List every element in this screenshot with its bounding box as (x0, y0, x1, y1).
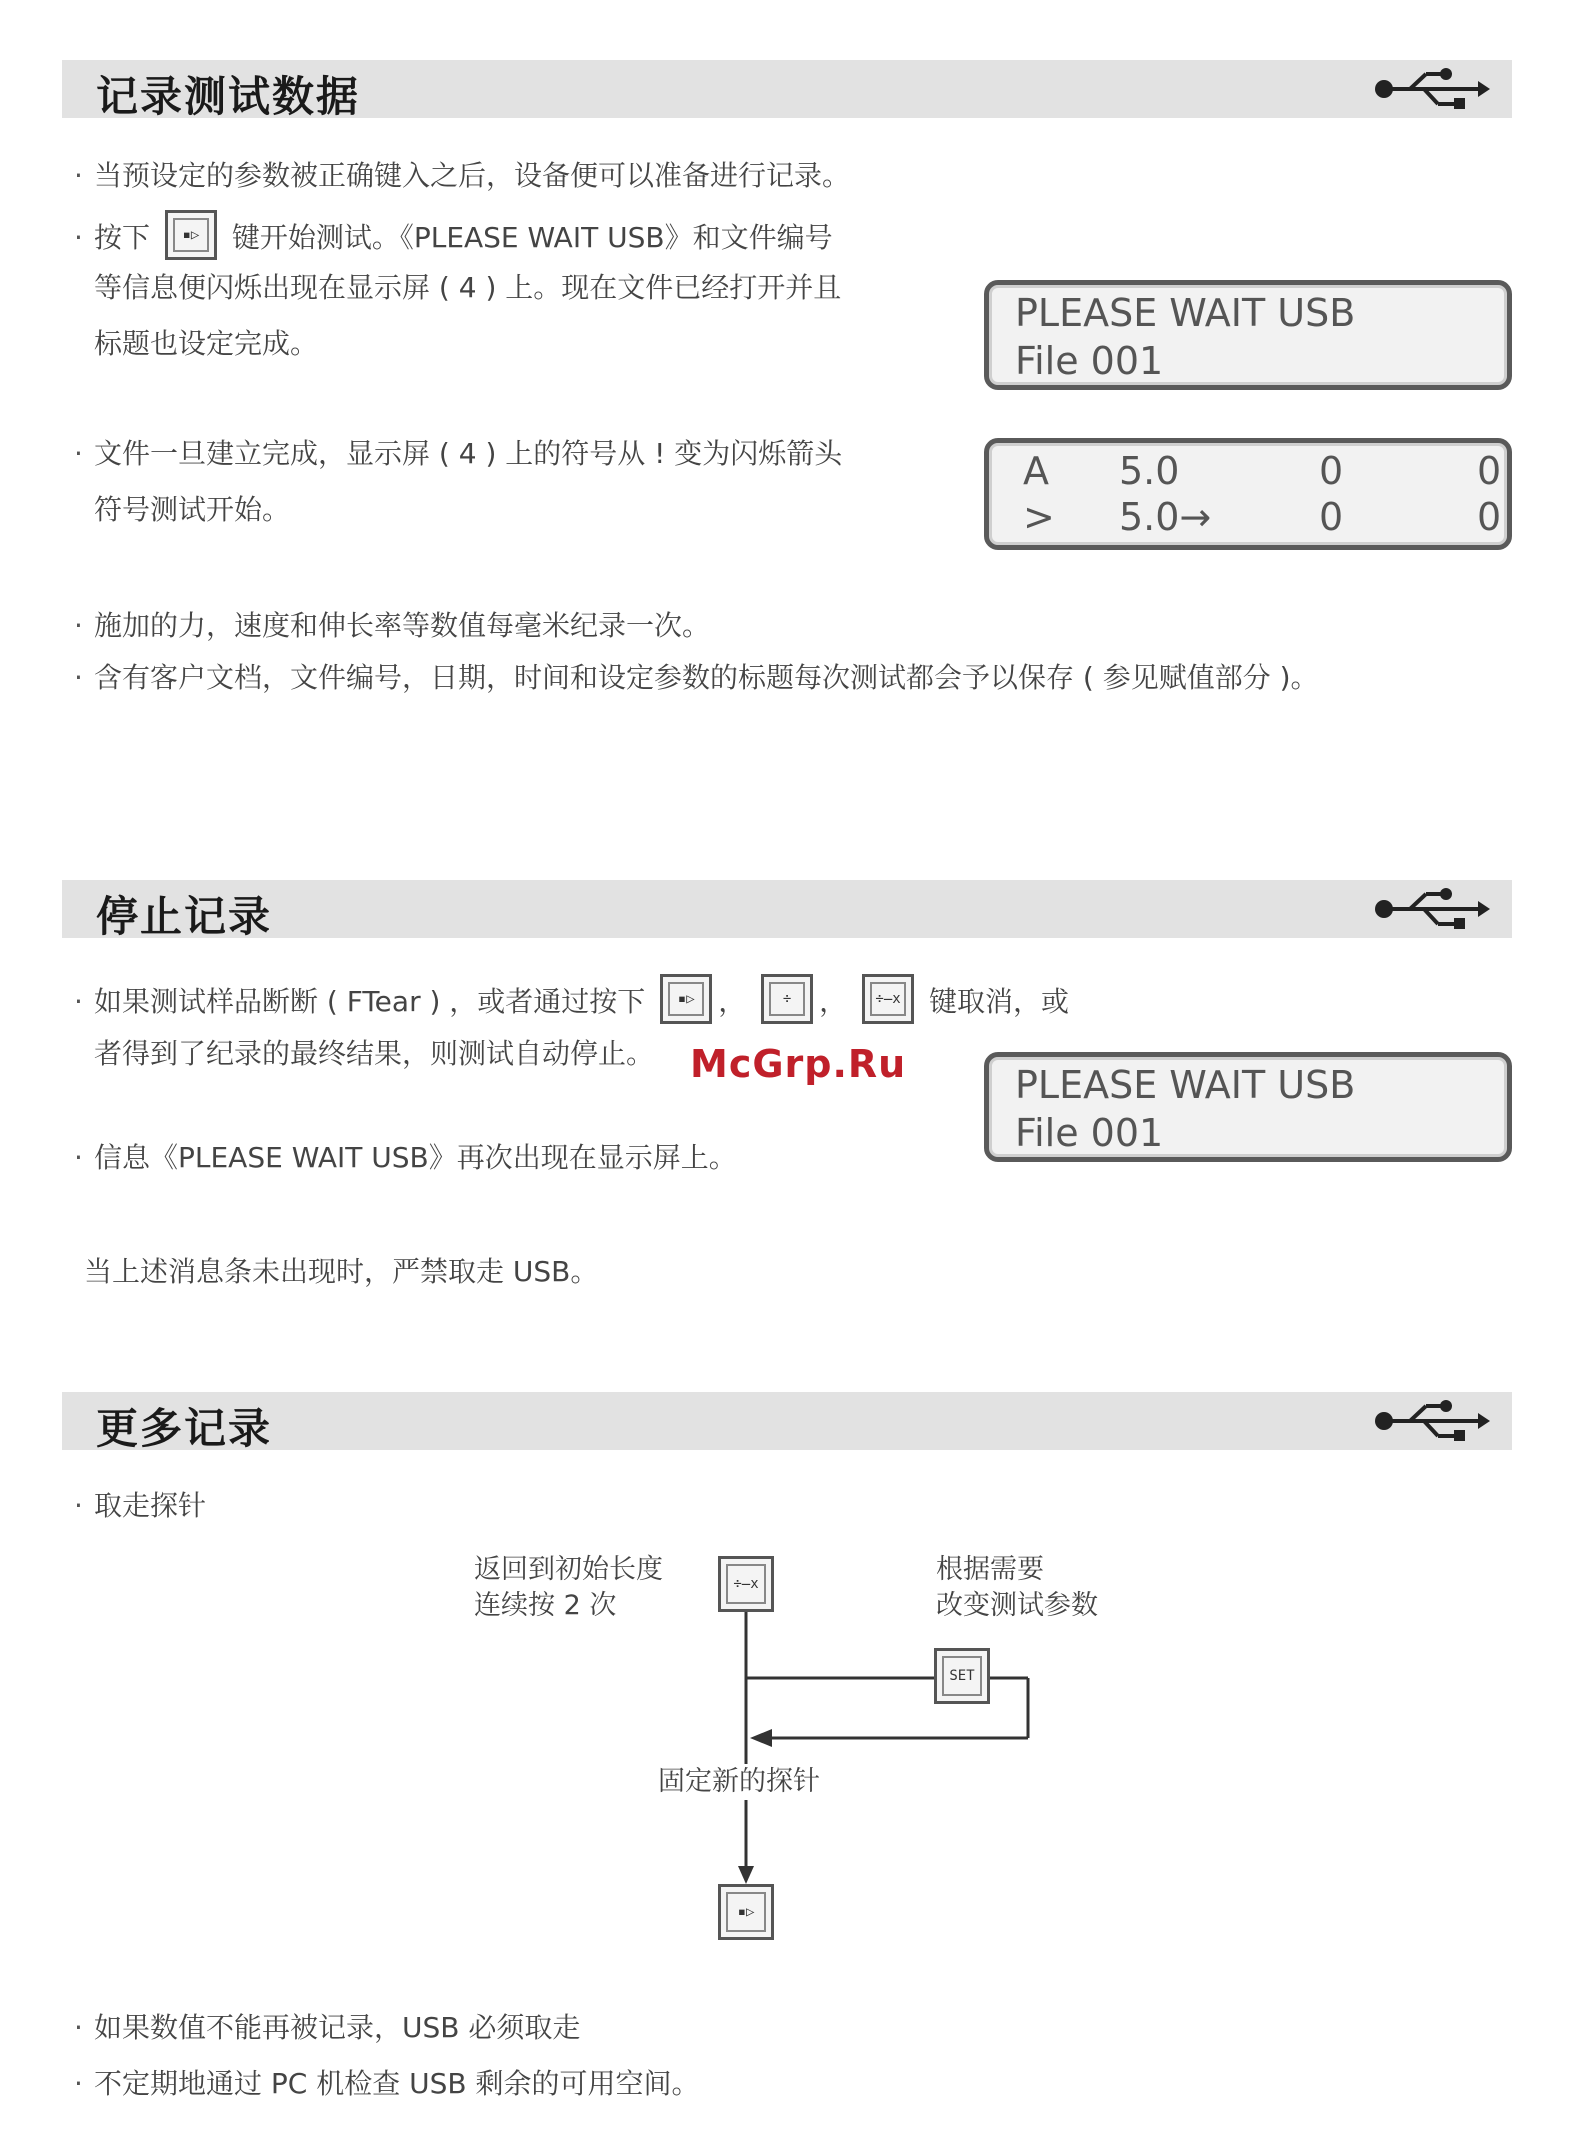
key-label: SET (942, 1656, 982, 1696)
diagram-label-change (936, 1552, 1098, 1624)
text: 固定新的探针 (658, 1766, 820, 1797)
diagram-label-return (474, 1552, 663, 1624)
lcd-row: PLEASE WAIT USB (1015, 291, 1356, 335)
lcd-row: PLEASE WAIT USB (1015, 1063, 1356, 1107)
text: 如果数值不能再被记录，USB 必须取走 (94, 2011, 581, 2044)
text: 者得到了纪录的最终结果，则测试自动停止。 (94, 1037, 655, 1070)
text: 键开始测试。《PLEASE WAIT USB》和文件编号 (231, 221, 833, 254)
key-label: ÷ (769, 982, 805, 1016)
text-line: · 取走探针 (74, 1489, 207, 1522)
lcd-cell: > (1023, 495, 1055, 539)
text: ， (819, 985, 848, 1018)
text: 标题也设定完成。 (94, 327, 319, 360)
text-line: · 如果数值不能再被记录，USB 必须取走 (74, 2011, 581, 2044)
lcd-cell: 0 (1319, 495, 1344, 539)
lcd-cell: 0 (1319, 449, 1344, 493)
lcd-cell: 0 (1477, 449, 1502, 493)
text: 符号测试开始。 (94, 493, 291, 526)
text-line: · 按下 ▪▷ 键开始测试。《PLEASE WAIT USB》和文件编号 (74, 214, 833, 264)
text: 连续按 2 次 (474, 1590, 617, 1621)
lcd-cell: 0 (1477, 495, 1502, 539)
key-label: ▪▷ (726, 1892, 766, 1932)
section-title: 更多记录 (96, 1404, 273, 1453)
lcd-cell: A (1023, 449, 1049, 493)
text: 当上述消息条未出现时，严禁取走 USB。 (84, 1255, 599, 1288)
section-title: 记录测试数据 (96, 72, 361, 121)
lcd-row: File 001 (1015, 339, 1164, 383)
text: 信息《PLEASE WAIT USB》再次出现在显示屏上。 (94, 1141, 737, 1174)
key-label: ÷̶x (726, 1564, 766, 1604)
text: 按下 (94, 221, 151, 254)
text: 含有客户文档，文件编号，日期，时间和设定参数的标题每次测试都会予以保存 ( 参见赋值部分 )。 (94, 661, 1319, 694)
text: 当预设定的参数被正确键入之后，设备便可以准备进行记录。 (94, 159, 851, 192)
down-key-icon (718, 1556, 774, 1612)
text-line: · 如果测试样品断断 ( FTear ) ，或者通过按下 ▪▷ ， ÷ ， ÷̶x 键取消，或 (74, 978, 1069, 1028)
lcd-cell: 5.0 (1119, 449, 1180, 493)
text: 等信息便闪烁出现在显示屏 ( 4 ) 上。现在文件已经打开并且 (94, 271, 842, 304)
text: 返回到初始长度 (474, 1554, 663, 1585)
text-line: · 信息《PLEASE WAIT USB》再次出现在显示屏上。 (74, 1141, 737, 1174)
text-line: · 含有客户文档，文件编号，日期，时间和设定参数的标题每次测试都会予以保存 ( 参见赋值部分 )。 (74, 661, 1319, 694)
diagram-label-fix (652, 1764, 826, 1800)
section-title: 停止记录 (96, 892, 273, 941)
watermark: McGrp.Ru (690, 1042, 907, 1086)
key-label: ▪▷ (173, 218, 209, 252)
text: 取走探针 (94, 1489, 207, 1522)
key-label: ▪▷ (668, 982, 704, 1016)
text: ， (718, 985, 747, 1018)
text-line: · 不定期地通过 PC 机检查 USB 剩余的可用空间。 (74, 2067, 700, 2100)
text: 键取消，或 (928, 985, 1069, 1018)
text: 如果测试样品断断 ( FTear ) ，或者通过按下 (94, 985, 646, 1018)
key-label: ÷̶x (870, 982, 906, 1016)
text: 根据需要 (936, 1554, 1044, 1585)
set-key-icon (934, 1648, 990, 1704)
text-line: · 当预设定的参数被正确键入之后，设备便可以准备进行记录。 (74, 159, 851, 192)
text: 施加的力，速度和伸长率等数值每毫米纪录一次。 (94, 609, 711, 642)
text: 文件一旦建立完成，显示屏 ( 4 ) 上的符号从 ! 变为闪烁箭头 (94, 437, 843, 470)
text-line: · 文件一旦建立完成，显示屏 ( 4 ) 上的符号从 ! 变为闪烁箭头 (74, 437, 843, 470)
text: 改变测试参数 (936, 1590, 1098, 1621)
lcd-cell: 5.0→ (1119, 495, 1212, 539)
text-line: · 施加的力，速度和伸长率等数值每毫米纪录一次。 (74, 609, 711, 642)
start-key-icon (718, 1884, 774, 1940)
text: 不定期地通过 PC 机检查 USB 剩余的可用空间。 (94, 2067, 700, 2100)
lcd-row: File 001 (1015, 1111, 1164, 1155)
